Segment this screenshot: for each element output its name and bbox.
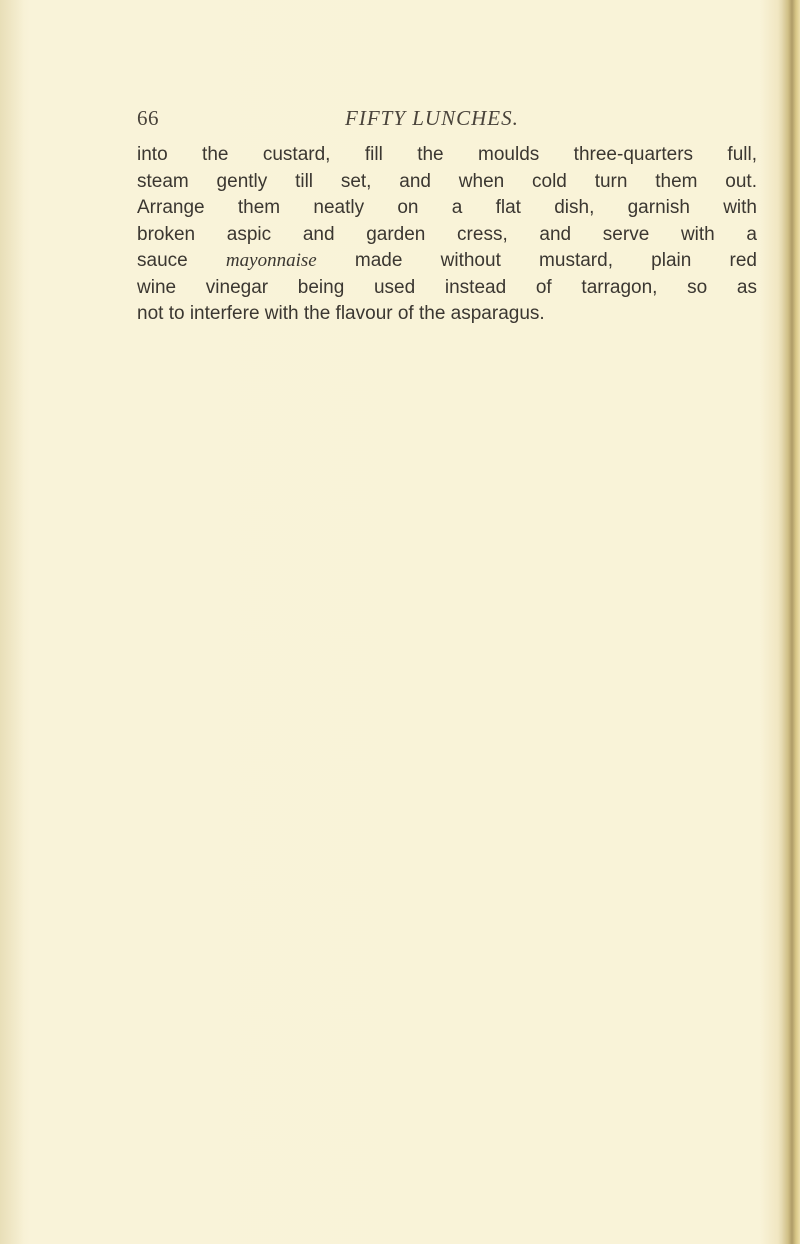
text-line-3: Arrange them neatly on a flat dish, garnish with — [137, 197, 757, 218]
text-line-5 — [137, 248, 757, 275]
text-line-1: into the custard, fill the moulds three-quarters full, — [137, 144, 757, 165]
text-line-2: steam gently till set, and when cold turn them out. — [137, 170, 757, 192]
text-line-7: not to interfere with the flavour of the asparagus. — [137, 303, 545, 324]
italic-term-mayonnaise: mayonnaise — [225, 250, 317, 271]
page-number: 66 — [137, 106, 159, 130]
text-line-6: wine vinegar being used instead of tarragon, so as — [137, 276, 757, 298]
gutter-shadow — [0, 0, 24, 1244]
running-head — [137, 106, 757, 136]
text-line-5-start: sauce — [137, 250, 226, 271]
page-edge — [778, 0, 800, 1244]
running-title: FIFTY LUNCHES. — [345, 106, 519, 130]
body-paragraph — [137, 142, 757, 328]
text-line-5-end: made without mustard, plain red — [316, 250, 758, 271]
text-line-4: broken aspic and garden cress, and serve with a — [137, 223, 757, 245]
